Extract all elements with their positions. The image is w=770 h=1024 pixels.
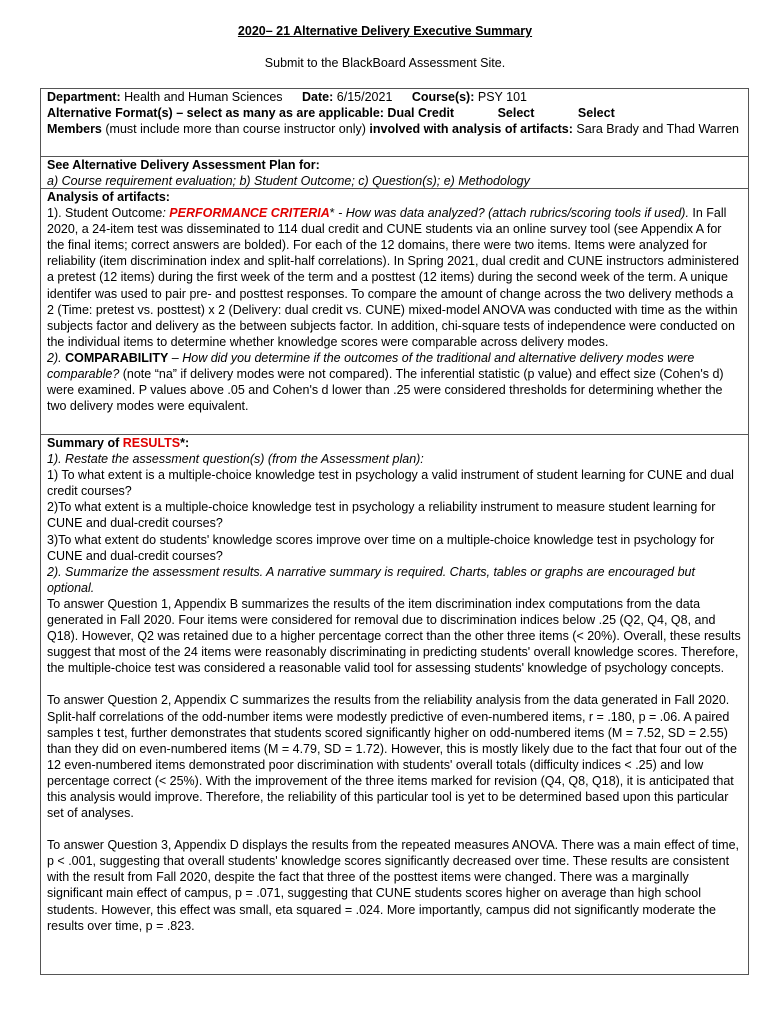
department-row (47, 89, 742, 105)
comparability-label: COMPARABILITY (65, 350, 169, 365)
members-label-2: involved with analysis of artifacts: (369, 122, 573, 137)
date-label: Date: (302, 90, 334, 104)
restate-instruction: 1). Restate the assessment question(s) (from the Assessment plan): (47, 452, 424, 467)
summary-form (40, 88, 749, 975)
courses-label: Course(s): (411, 90, 475, 104)
analysis-section (41, 188, 748, 434)
submission-note: Submit to the BlackBoard Assessment Site. (264, 56, 506, 70)
courses-value: PSY 101 (477, 90, 527, 104)
plan-items: a) Course requirement evaluation; b) Student Outcome; c) Question(s); e) Methodology (47, 174, 530, 189)
analysis-paragraph-2: 2). COMPARABILITY – How did you determine if the outcomes of the traditional and alternative delivery modes were comparable? (note “na” if delivery modes were not compared). The inferential statistic (p value) and effect size (Cohen's d) were examined. P values above .05 and Cohen's d lower than .25 were considered thresholds for determining whether the two delivery modes were equivalent. (47, 350, 724, 414)
summarize-instruction: 2). Summarize the assessment results. A narrative summary is required. Charts, tables or graphs are encouraged but optional. (47, 564, 695, 595)
answer-1: To answer Question 1, Appendix B summarizes the results of the item discrimination index computations from the data generated in Fall 2020. Four items were considered for removal due to discrimination indices below .25 (Q2, Q4, Q8, and Q18). However, Q2 was retained due to a higher percentage correct than the other three items (< 20%). Overall, these results suggest that most of the 24 items were reasonably discriminating in predicting students' overall knowledge scores. Therefore, the multiple-choice test was considered a reasonable valid tool for assessing students' knowledge of psychology concepts. (47, 596, 741, 676)
format-row (47, 105, 742, 121)
plan-label: See Alternative Delivery Assessment Plan for: (47, 158, 320, 172)
plan-section (41, 156, 748, 188)
members-names: Sara Brady and Thad Warren (576, 122, 739, 137)
info-section (41, 89, 748, 156)
members-row (47, 121, 742, 137)
performance-criteria: PERFORMANCE CRITERIA (169, 206, 330, 221)
analysis-label: Analysis of artifacts: (47, 190, 170, 204)
format-label: Alternative Format(s) – select as many as are applicable: Dual Credit (47, 106, 455, 121)
document-title: 2020– 21 Alternative Delivery Executive Summary (237, 24, 533, 38)
question-1: 1) To what extent is a multiple-choice knowledge test in psychology a valid instrument of student learning for CUNE and dual credit courses? (47, 468, 734, 499)
format-select-1[interactable]: Select (497, 106, 535, 121)
answer-3: To answer Question 3, Appendix D displays the results from the repeated measures ANOVA. There was a main effect of time, p < .001, suggesting that overall students' knowledge scores significantly decreased over time. These results are consistent with the result from Fall 2020, despite the fact that three of the posttest items were changed. There was a marginally significant main effect of campus, p = .071, suggesting that CUNE students scores higher on average than high school students. However, this effect was small, eta squared = .024. More importantly, campus did not significantly moderate the results over time, p = .823. (47, 838, 740, 933)
department-value: Health and Human Sciences (124, 90, 283, 104)
date-value: 6/15/2021 (336, 90, 393, 104)
results-label: Summary of RESULTS*: (47, 436, 190, 450)
analysis-paragraph-1: 1). Student Outcome: PERFORMANCE CRITERIA* - How was data analyzed? (attach rubrics/scoring tools if used). In Fall 2020, a 24-item test was disseminated to 114 dual credit and CUNE students via an online survey tool (see Appendix A for the final items; correct answers are bolded). For each of the 12 domains, there were two items. Items were analyzed for reliability (item discrimination index and split-half correlations). In Spring 2021, dual credit and CUNE instructors administered a pretest (12 items) during the first week of the term and a posttest (12 items) during the second week of the term. A unique identifer was used to pair pre- and posttest responses. To compare the amount of change across the two delivery methods a 2 (Time: pretest vs. posttest) x 2 (Delivery: dual credit vs. CUNE) mixed-model ANOVA was conducted with time as the within subjects factor and delivery as the between subjects factor. In addition, chi-square tests of independence were conducted on the individual items to determine whether knowledge scores were comparable across delivery modes. (47, 206, 739, 349)
department-label: Department: (47, 90, 121, 104)
format-select-2[interactable]: Select (577, 106, 615, 121)
answer-2: To answer Question 2, Appendix C summarizes the results from the reliability analysis from the data generated in Fall 2020. Split-half correlations of the odd-number items were modestly predictive of even-numbered items, r = .180, p = .06. A paired samples t test, further demonstrates that students scored significantly higher on odd-numbered items (M = 7.52, SD = 2.55) than they did on even-numbered items (M = 4.79, SD = 1.72). However, this is mostly likely due to the fact that four out of the 12 even-numbered items demonstrated poor discrimination with students' overall totals (difficulty indices < .25) and low percentage correct (< 25%). With the improvement of the three items marked for revision (Q4, Q8, Q18), it is anticipated that this analysis would improve. Therefore, the reliability of this particular tool is yet to be determined based upon this particular set of analyses. (47, 693, 737, 821)
question-2: 2)To what extent is a multiple-choice knowledge test in psychology a reliability instrument to measure student learning for CUNE and dual-credit courses? (47, 500, 716, 531)
members-note: (must include more than course instructor only) (105, 122, 366, 137)
question-3: 3)To what extent do students' knowledge scores improve over time on a multiple-choice knowledge test in psychology for CUNE and dual-credit courses? (47, 532, 715, 563)
results-section (41, 434, 748, 974)
members-label: Members (47, 122, 102, 137)
